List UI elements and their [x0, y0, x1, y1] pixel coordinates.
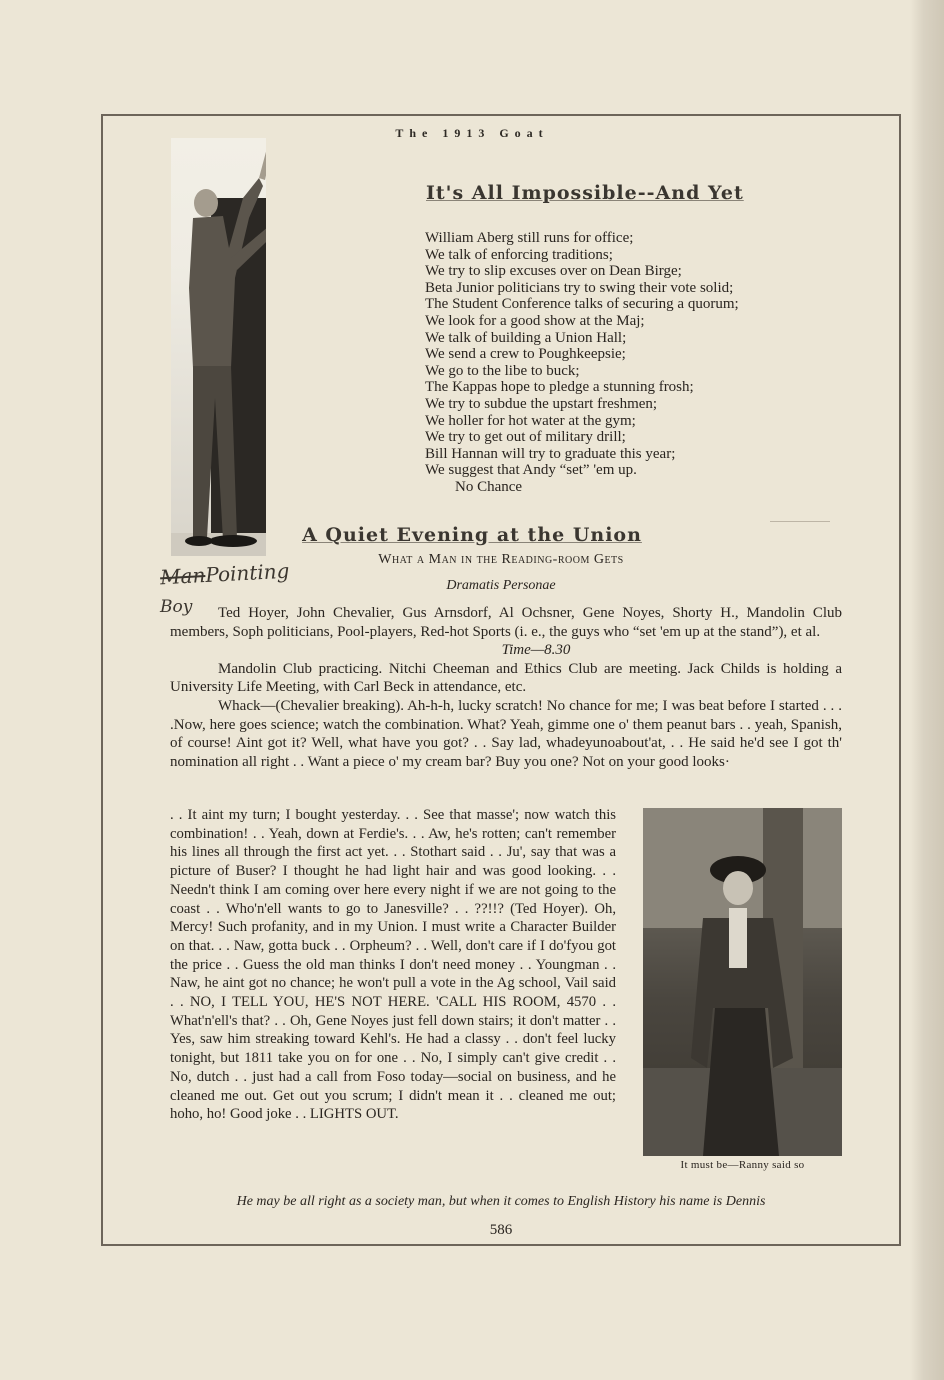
cast-list: Ted Hoyer, John Chevalier, Gus Arnsdorf, Al Ochsner, Gene Noyes, Shorty H., Mandolin Club members, Soph politicians, Pool-players, Red-hot Sports (i. e., the guys who “set 'em up at the stand”), et al. [170, 605, 842, 640]
poem-line: The Student Conference talks of securing a quorum; [425, 296, 739, 313]
poem-line: We send a crew to Poughkeepsie; [425, 346, 626, 363]
poem-line: We look for a good show at the Maj; [425, 312, 645, 329]
poem-title: It's All Impossible--And Yet [426, 182, 744, 204]
poem-line: We talk of enforcing traditions; [425, 246, 613, 263]
paragraph: . . It aint my turn; I bought yesterday. . . See that masse'; now watch this combination! . . Yeah, down at Ferdie's. . . Aw, he's rotten; can't remember his lines all through the first act yet. . . Stothart said . . Ju', say that was a picture of Buser? I thought he had light hair and was good looking. . . Needn't think I am coming over here every night if we are not going to the coast . . Who'n'ell wants to go to Janesville? . . ??!!? (Ted Hoyer). Oh, Mercy! Such profanity, and in my Union. I must write a Character Builder on that. . . Naw, gotta buck . . Orpheum? . . Well, don't care if I do'fyou got the price . . Guess the old man thinks I don't need money . . Youngman . . Naw, he aint got no chance; he won't pull a vote in the Ag school, Vail said . . NO, I TELL YOU, HE'S NOT HERE. 'CALL HIS ROOM, 4570 . . What'n'ell's that? . . Oh, Gene Noyes just fell down stairs; it don't matter . . Yes, saw him streaking toward Kehl's. He had a classy . . don't feel lucky tonight, but 1811 take you on for one . . No, I simply can't give credit . . No, dutch . . just had a call from Foso today—social on business, and he cleaned me out. Get out you scrum; I didn't mean it . . cleaned me out; hoho, ho! Good joke . . LIGHTS OUT. [170, 807, 616, 1123]
poem-line: We go to the libe to buck; [425, 362, 580, 379]
poem-line: Beta Junior politicians try to swing their vote solid; [425, 279, 734, 296]
poem-line: We talk of building a Union Hall; [425, 329, 627, 346]
running-head: The 1913 Goat [395, 126, 549, 140]
page-number: 586 [489, 1222, 513, 1238]
poem-line: We try to get out of military drill; [425, 429, 626, 446]
poem-line: Bill Hannan will try to graduate this year; [425, 445, 676, 462]
poem-line: William Aberg still runs for office; [425, 230, 634, 246]
script-body-narrow [170, 806, 616, 1124]
photo-woman [643, 808, 842, 1156]
handwritten-word: Pointing [204, 558, 290, 587]
woman-standing-figure [643, 808, 842, 1156]
photo-man-pointing [171, 138, 266, 556]
man-pointing-figure [171, 138, 266, 556]
time-line: Time—8.30 [501, 642, 571, 659]
poem-closing: No Chance [455, 478, 523, 495]
poem-line: We try to subdue the upstart freshmen; [425, 395, 658, 412]
photo-caption: It must be—Ranny said so [680, 1159, 805, 1171]
paragraph: Whack—(Chevalier breaking). Ah-h-h, lucky scratch! No chance for me; I was beat before I started . . . .Now, here goes science; watch the combination. What? Yeah, gimme one o' them peanut bars . . yeah, Spanish, of course! Aint got it? Well, what have you got? . . Say lad, whadeyunoabout'at, . . He said he'd see I got th' nomination all right . . Want a piece o' my cream bar? Buy you one? Not on your good looks· [170, 697, 842, 770]
dramatis-heading: Dramatis Personae [446, 578, 556, 593]
section-title: A Quiet Evening at the Union [302, 524, 642, 546]
script-body-wide [170, 604, 842, 771]
stray-mark [770, 521, 830, 522]
book-spine-shadow [910, 0, 944, 1380]
handwritten-annotation-2: Boy [160, 597, 193, 617]
poem-line: We try to slip excuses over on Dean Birge; [425, 263, 682, 280]
handwritten-struck-word: Man [159, 563, 206, 590]
section-subtitle: What a Man in the Reading-room Gets [378, 552, 624, 567]
poem-line: We suggest that Andy “set” 'em up. [425, 462, 637, 479]
footer-quote: He may be all right as a society man, but when it comes to English History his name is Dennis [236, 1194, 766, 1209]
paragraph: Mandolin Club practicing. Nitchi Cheeman and Ethics Club are meeting. Jack Childs is holding a University Life Meeting, with Carl Beck in attendance, etc. [170, 660, 842, 696]
poem-lines [425, 230, 739, 496]
poem-line: The Kappas hope to pledge a stunning frosh; [425, 379, 694, 396]
poem-line: We holler for hot water at the gym; [425, 412, 636, 429]
